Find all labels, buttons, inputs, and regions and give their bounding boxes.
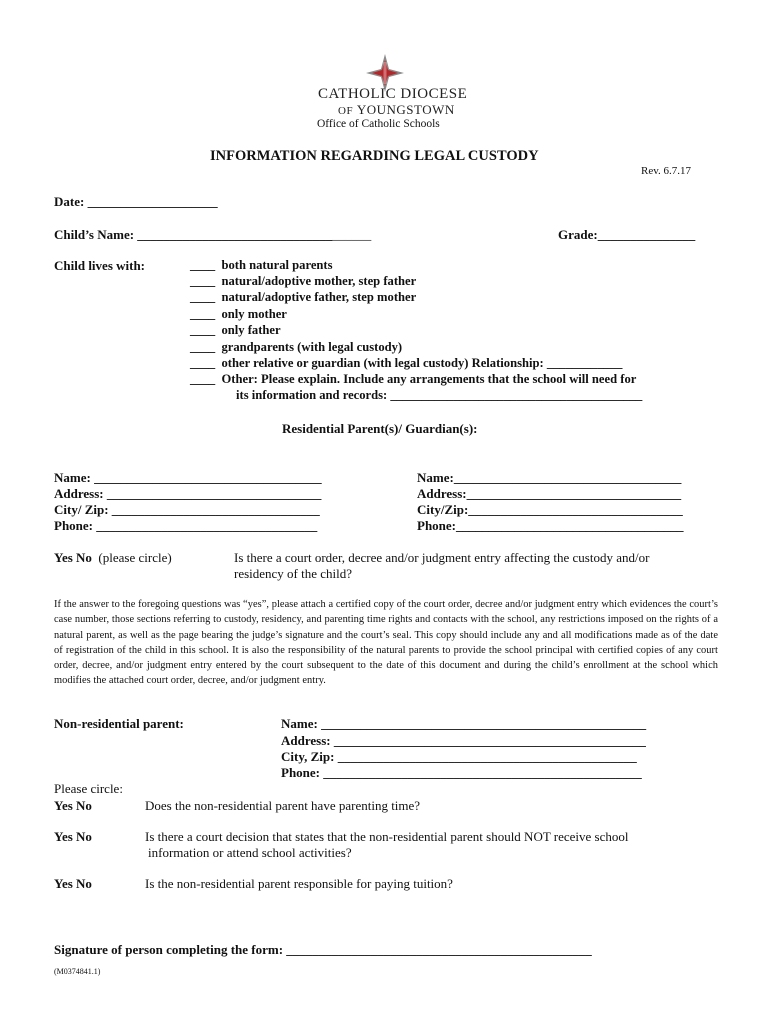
tuition-yes-no[interactable]: Yes No xyxy=(54,876,92,891)
res-left-name[interactable]: Name: ___________________________________ xyxy=(54,470,322,485)
option-row[interactable]: ____ only mother xyxy=(190,307,287,321)
nonres-address-field[interactable]: Address: ________________________________________________ xyxy=(281,733,646,748)
instructions-paragraph: If the answer to the foregoing questions was “yes”, please attach a certified copy of the court order, decree and/or judgment entry which evidences the court’s case number, those sections referring to custody, residency, and parenting time rights and contacts with the school, any restrictions imposed on the rights of a natural parent, as well as the page bearing the judge’s signature and the court’s seal. This copy should include any and all modifications made as of the date of registration of the child in this school. It is also the responsibility of the natural parents to provide the school principal with certified copies of any court order, decree, and/or judgment entry entered by the court subsequent to the date of this document and during the child’s enrollment at the school which modifies the attached court order, decree, and/or judgment entry. xyxy=(54,599,718,687)
res-left-address[interactable]: Address: _________________________________ xyxy=(54,486,322,501)
residential-heading: Residential Parent(s)/ Guardian(s): xyxy=(282,421,478,436)
option-row[interactable]: ____ only father xyxy=(190,323,281,337)
signature-field[interactable]: Signature of person completing the form: _______________________________________________ xyxy=(54,942,592,957)
revision-label: Rev. 6.7.17 xyxy=(641,165,692,177)
court-order-question-line1: Is there a court order, decree and/or judgment entry affecting the custody and/or xyxy=(234,550,650,565)
child-name-field[interactable]: Child’s Name: ____________________________________ xyxy=(54,227,372,242)
nonres-phone-field[interactable]: Phone: _________________________________________________ xyxy=(281,765,642,780)
option-row[interactable]: ____ natural/adoptive mother, step father xyxy=(190,274,417,288)
res-right-city-zip[interactable]: City/Zip:_________________________________ xyxy=(417,502,683,517)
parenting-time-question: Does the non-residential parent have parenting time? xyxy=(145,798,421,813)
tuition-question: Is the non-residential parent responsible for paying tuition? xyxy=(145,876,453,891)
please-circle-label: Please circle: xyxy=(54,781,123,796)
school-info-question-line2: information or attend school activities? xyxy=(148,845,352,860)
lives-with-label: Child lives with: xyxy=(54,258,146,273)
option-row[interactable]: ____ Other: Please explain. Include any arrangements that the school will need for xyxy=(190,372,637,386)
res-left-phone[interactable]: Phone: __________________________________ xyxy=(54,518,318,533)
office-name: Office of Catholic Schools xyxy=(317,118,440,130)
option-row[interactable]: ____ grandparents (with legal custody) xyxy=(190,340,403,354)
document-code: (M0374841.1) xyxy=(54,967,101,976)
res-left-city-zip[interactable]: City/ Zip: ________________________________ xyxy=(54,502,320,517)
option-row[interactable]: ____ both natural parents xyxy=(190,258,333,272)
option-row[interactable]: ____ other relative or guardian (with legal custody) Relationship: ____________ xyxy=(190,356,623,370)
org-name-line2: OF YOUNGSTOWN xyxy=(338,102,455,117)
school-info-yes-no[interactable]: Yes No xyxy=(54,829,92,844)
res-right-phone[interactable]: Phone:___________________________________ xyxy=(417,518,684,533)
res-right-address[interactable]: Address:_________________________________ xyxy=(417,486,682,501)
court-order-question-line2: residency of the child? xyxy=(234,566,353,581)
nonres-name-field[interactable]: Name: __________________________________________________ xyxy=(281,716,647,731)
res-right-name[interactable]: Name:___________________________________ xyxy=(417,470,682,485)
date-field[interactable]: Date: ____________________ xyxy=(54,194,218,209)
court-order-yes-no[interactable]: Yes No (please circle) xyxy=(54,550,172,565)
non-residential-label: Non-residential parent: xyxy=(54,716,184,731)
parenting-time-yes-no[interactable]: Yes No xyxy=(54,798,92,813)
option-continuation[interactable]: its information and records: ________________________________________ xyxy=(236,388,643,402)
page-title: INFORMATION REGARDING LEGAL CUSTODY xyxy=(210,148,539,164)
grade-field[interactable]: Grade:_______________ xyxy=(558,227,696,242)
school-info-question-line1: Is there a court decision that states that the non-residential parent should NOT receive school xyxy=(145,829,629,844)
option-row[interactable]: ____ natural/adoptive father, step mother xyxy=(190,290,417,304)
nonres-city-zip-field[interactable]: City, Zip: ______________________________________________ xyxy=(281,749,637,764)
org-name-line1: CATHOLIC DIOCESE xyxy=(318,86,468,102)
